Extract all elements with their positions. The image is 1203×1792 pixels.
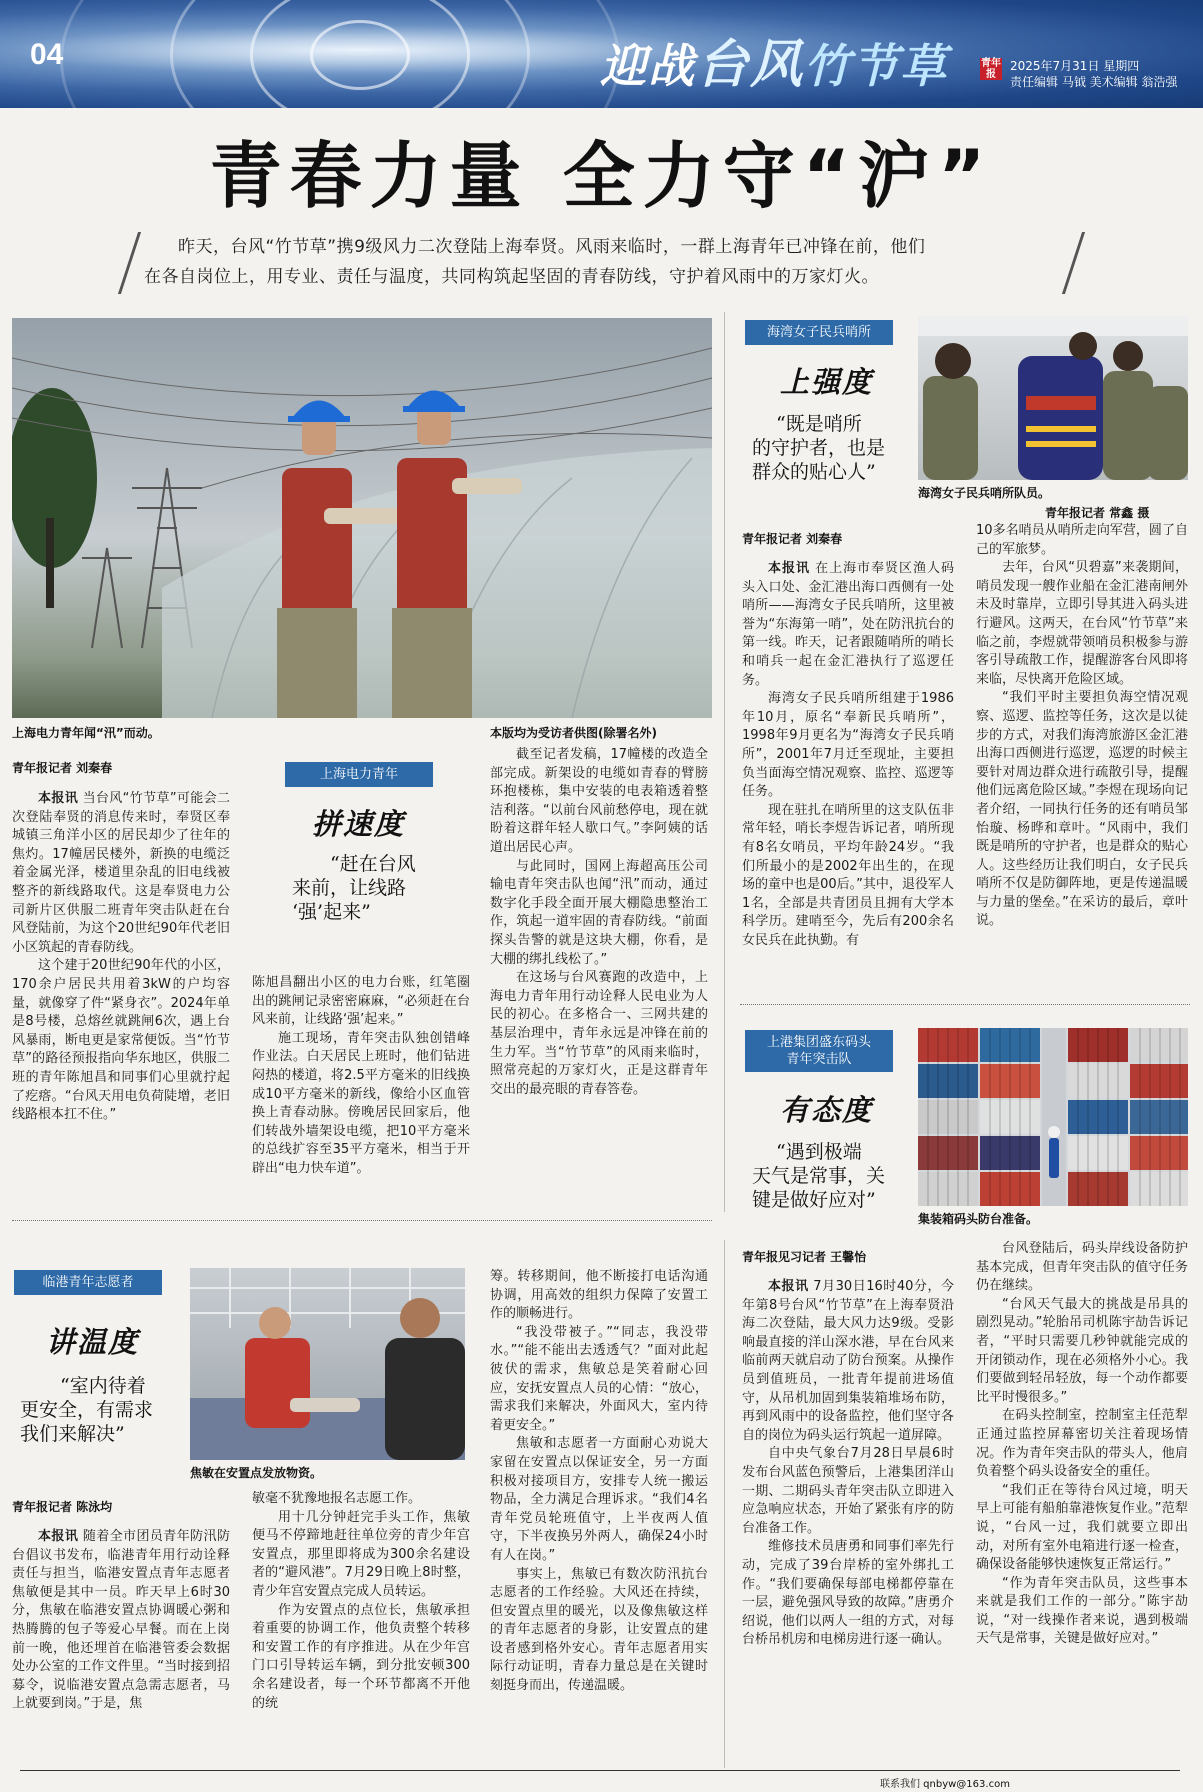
paragraph-text: “我没带被子。”“同志，我没带水。”“能不能出去透透气？”面对此起彼伏的需求，焦敏总是笑着耐心回应，安抚安置点人员的心情：“放心，需求我们来解决，外面风大，室内待着更安全。” [490,1324,708,1433]
sentry-col2-p3 [976,689,1188,931]
volunteer-photo [190,1268,465,1460]
lead-line-2: 在各自岗位上，用专业、责任与温度，共同构筑起坚固的青春防线，守护着风雨中的万家灯火。 [144,267,879,287]
volunteer-col2-p2 [252,1509,470,1602]
paragraph-text: “我们正在等待台风过境，明天早上可能有船舶靠港恢复作业。”范犁说，“台风一过，我们就要立即出动，对所有室外电箱进行逐一检查，确保设备能够快速恢复正常运行。” [976,1482,1188,1573]
port-col1-p1 [742,1278,954,1445]
quote-line: 天气是常事，关 [752,1165,886,1187]
port-byline: 青年报见习记者 王馨怡 [742,1250,867,1264]
quote-line: 群众的贴心人” [752,461,876,483]
port-col1-p3 [742,1538,954,1650]
quote-line: ‘强’起来” [292,901,371,923]
port-col2-p3 [976,1407,1188,1481]
paragraph-text: 海湾女子民兵哨所组建于1986年10月，原名“奉新民兵哨所”，1998年9月更名为“海湾女子民兵哨所”，2001年7月迁至现址，主要担负当面海空情况观察、监控、巡逻等任务。 [742,691,954,800]
paragraph-text: 7月30日16时40分，今年第8号台风“竹节草”在上海奉贤沿海二次登陆，最大风力达9级。受影响最直接的洋山深水港，早在台风来临前两天就启动了防台预案。从操作员到值班员，一批青年提前进场值守，从吊机加固到集装箱堆场布防，再到风雨中的设备监控，他们坚守各自的岗位为码头运行筑起一道屏障。 [742,1279,954,1443]
paragraph-text: 台风登陆后，码头岸线设备防护基本完成，但青年突击队的值守任务仍在继续。 [976,1241,1188,1294]
port-photo-caption: 集装箱码头防台准备。 [918,1212,1039,1226]
volunteer-col3-p4 [490,1566,708,1696]
paragraph-text: 敏毫不犹豫地报名志愿工作。 [252,1491,422,1506]
volunteer-col-2 [252,1490,470,1764]
paragraph-text: 与此同时，国网上海超高压公司输电青年突击队也闻“汛”而动，通过数字化手段全面开展大棚隐患整治工作，筑起一道牢固的青春防线。“前面探头告警的就是这块大棚，你看，是大棚的绑扎线松了。” [490,858,708,967]
volunteer-section-tag: 临港青年志愿者 [14,1270,162,1295]
power-col3-p2 [490,858,708,970]
paragraph-text: “台风天气最大的挑战是吊具的剧烈晃动。”轮胎吊司机陈宇劼告诉记者，“平时只需要几秒钟就能完成的开闭锁动作，现在必须格外小心。我们要做到轻吊轻放，每一个动作都要比平时慢很多。” [976,1296,1188,1405]
volunteer-col-3 [490,1268,708,1764]
volunteer-col2-p3 [252,1602,470,1714]
banner-title-post: 竹节草 [804,39,949,93]
paragraph-text: 现在驻扎在哨所里的这支队伍非常年轻，哨长李煜告诉记者，哨所现有8名女哨员，平均年龄24岁。“我们所最小的是2002年出生的，在现场的童中也是00后。”其中，退役军人1名，全部是共青团员且拥有大学本科学历。建哨至今，先后有200余名女民兵在此执勤。有 [742,802,954,948]
power-section-tag: 上海电力青年 [285,762,433,787]
sentry-pull-quote [752,412,902,484]
lead-left-bracket [118,232,141,294]
sentry-photo-illustration [918,316,1188,480]
newspaper-logo: 青年报 [981,58,1001,80]
port-tag-line-1: 上港集团盛东码头 [766,1035,871,1050]
power-col3-p3 [490,969,708,1099]
volunteer-col3-p2 [490,1324,708,1436]
sentry-col1-p2 [742,690,954,802]
quote-line: “室内待着 [60,1375,146,1397]
port-tag-line-2: 青年突击队 [786,1052,852,1067]
footer-rule [20,1770,1180,1771]
port-col-1 [742,1278,954,1762]
date-line: 2025年7月31日 星期四 [1010,59,1140,73]
quote-line: 键是做好应对” [752,1189,876,1211]
quote-line: 更安全，有需求 [20,1399,154,1421]
sentry-col1-p3 [742,802,954,951]
power-col-2 [252,974,470,1200]
paragraph-text: 焦敏和志愿者一方面耐心劝说大家留在安置点以保证安全，另一方面积极对接项目方，安排专人统一搬运物品，全力满足合理诉求。“我们4名青年党员轮班值守，上半夜两人值守，下半夜换另外两人，确保24小时有人在岗。” [490,1436,708,1563]
power-col1-p2 [12,957,230,1124]
container-stack-illustration [918,1028,1188,1206]
power-col2-p2 [252,1030,470,1179]
sentry-col2-p1 [976,522,1188,559]
sentry-byline: 青年报记者 刘秦春 [742,532,843,546]
paragraph-text: 去年，台风“贝碧嘉”来袭期间，哨员发现一艘作业船在金汇港南闸外未及时靠岸，立即引导其进入码头进行避风。这两天，在台风“竹节草”来临之前，李煜就带领哨员积极参与游客引导疏散工作，提醒游客台风即将来临，尽快离开危险区域。 [976,560,1188,687]
volunteer-pull-quote [20,1374,180,1446]
quote-line: 我们来解决” [20,1423,125,1445]
page-number: 04 [30,38,64,71]
dateline-label: 本报讯 [768,561,810,576]
port-pull-quote [752,1140,902,1212]
power-col-1 [12,790,230,1200]
paragraph-text: 10多名哨员从哨所走向军营，圆了自己的军旅梦。 [976,523,1188,557]
editors-line: 责任编辑 马钺 美术编辑 翁浩强 [1010,75,1178,89]
paragraph-text: 在这场与台风赛跑的改造中，上海电力青年用行动诠释人民电业为人民的初心。在多格合一、三网共建的基层治理中，青年永远是冲锋在前的生力军。当“竹节草”的风雨来临时，照常亮起的万家灯火，正是这群青年交出的最亮眼的青春答卷。 [490,970,708,1097]
power-section-title: 拼速度 [312,807,406,841]
port-col-2 [976,1240,1188,1762]
power-col3-p1 [490,746,708,858]
paragraph-text: 自中央气象台7月28日早晨6时发布台风蓝色预警后，上港集团洋山一期、二期码头青年突击队立即进入应急响应状态，开始了紧张有序的防台准备工作。 [742,1446,954,1536]
paragraph-text: 在码头控制室，控制室主任范犁正通过监控屏幕密切关注着现场情况。作为青年突击队的带头人，他肩负着整个码头设备安全的重任。 [976,1408,1188,1480]
power-col2-p1 [252,974,470,1030]
power-col1-p1 [12,790,230,957]
paragraph-text: “作为青年突击队员，这些事本来就是我们工作的一部分。”陈宇劼说，“对一线操作者来说，遇到极端天气是常事，关键是做好应对。” [976,1575,1188,1647]
port-col2-p4 [976,1482,1188,1575]
paragraph-text: 事实上，焦敏已有数次防汛抗台志愿者的工作经验。大风还在持续，但安置点里的暖光，以及像焦敏这样的青年志愿者的身影，让安置点的建设者感到格外安心。青年志愿者用实际行动证明，青春力量总是在关键时刻挺身而出，传递温暖。 [490,1566,708,1694]
dateline-label: 本报讯 [768,1279,809,1294]
port-col2-p2 [976,1296,1188,1408]
power-pull-quote [292,852,442,924]
volunteer-photo-illustration [190,1268,465,1460]
sentry-section-title: 上强度 [780,365,874,399]
lead-line-1: 昨天，台风“竹节草”携9级风力二次登陆上海奉贤。风雨来临时，一群上海青年已冲锋在前，他们 [178,237,926,257]
quote-line: “既是哨所 [776,413,862,435]
paragraph-text: 随着全市团员青年防汛防台倡议书发布，临港青年用行动诠释责任与担当，临港安置点青年志愿者焦敏便是其中一员。昨天早上6时30分，焦敏在临港安置点协调暖心粥和热腾腾的包子等爱心早餐。而在上岗前一晚，他还埋首在临港管委会数据处办公室的工作文件里。“当时接到招募令，说临港安置点急需志愿者，马上就要到岗。”于是，焦 [12,1529,230,1712]
page-headline: 青春力量 全力守“沪” [209,134,994,218]
photo-credit-note: 本版均为受访者供图(除署名外) [490,726,657,740]
paragraph-text: 维修技术员唐勇和同事们率先行动，完成了39台岸桥的室外绑扎工作。“我们要确保每部电梯都停靠在一层，避免强风导致的故障。”唐勇介绍说，他们以两人一组的方式，对每台桥吊机房和电梯房进行逐一确认。 [742,1539,954,1648]
power-photo-caption: 上海电力青年闻“汛”而动。 [12,726,160,740]
paragraph-text: 施工现场，青年突击队独创错峰作业法。白天居民上班时，他们钻进闷热的楼道，将2.5平方毫米的旧线换成10平方毫米的新线，像给小区血管换上青春动脉。傍晚居民回家后，他们转战外墙架设电缆，把10平方毫米的总线扩容至35平方毫米，相当于开辟出“电力快车道”。 [252,1030,470,1176]
section-divider [12,1220,712,1221]
volunteer-col2-p1 [252,1490,470,1509]
volunteer-col-1 [12,1528,230,1764]
column-divider [724,1240,725,1768]
port-col1-p2 [742,1445,954,1538]
sentry-photo-caption: 海湾女子民兵哨所队员。 [918,486,1051,500]
power-workers-photo [12,318,712,718]
footer-contact: 联系我们 qnbyw@163.com [880,1779,1010,1790]
banner-title [600,22,948,97]
banner-title-pre: 迎战 [600,39,696,93]
paragraph-text: 截至记者发稿，17幢楼的改造全部完成。新架设的电缆如青春的臂膀环抱楼栋，集中安装的电表箱透着整洁利落。“以前台风前愁停电，现在就盼着这群年轻人歇口气。”李阿姨的话道出居民心声。 [490,747,708,855]
paragraph-text: 当台风“竹节草”可能会二次登陆奉贤的消息传来时，奉贤区奉城镇三角洋小区的居民却少了往年的焦灼。17幢居民楼外，新换的电缆泛着金属光泽，楼道里杂乱的旧电线被整齐的新线路取代。这是奉贤电力公司新片区供服二班青年突击队赶在台风登陆前，为这个20世纪90年代老旧小区筑起的青春防线。 [12,791,230,955]
paragraph-text: 作为安置点的点位长，焦敏承担着重要的协调工作，他负责整个转移和安置工作的有序推进。从在少年宫门口引导转运车辆，到分批安顿300余名建设者，每一个环节都离不开他的统 [252,1602,470,1711]
paragraph-text: 在上海市奉贤区渔人码头入口处、金汇港出海口西侧有一处哨所——海湾女子民兵哨所，这里被誉为“东海第一哨”，处在防汛抗台的第一线。昨天，记者跟随哨所的哨长和哨兵一起在金汇港执行了巡逻任务。 [742,561,954,688]
sentry-col1-p1 [742,560,954,690]
port-col2-p1 [976,1240,1188,1296]
sentry-photo [918,316,1188,480]
sentry-photo-credit: 青年报记者 常鑫 摄 [1045,506,1150,520]
power-byline: 青年报记者 刘秦春 [12,761,113,775]
power-col-3 [490,746,708,1200]
banner-title-mid: 台风 [696,35,805,95]
paragraph-text: “我们平时主要担负海空情况观察、巡逻、监控等任务，这次是以徒步的方式，对我们海湾旅游区金汇港出海口西侧进行巡逻，巡逻的时候主要针对周边群众进行疏散引导，提醒他们远离危险区域。”李煜在现场向记者介绍，一同执行任务的还有哨员邹怡璇、杨晔和章叶。“风雨中，我们既是哨所的守护者，也是群众的贴心人。这些经历让我们明白，女子民兵哨所不仅是防御阵地，更是传递温暖与力量的堡垒。”在采访的最后，章叶说。 [976,690,1188,929]
volunteer-col3-p1 [490,1268,708,1324]
paragraph-text: 这个建于20世纪90年代的小区，170余户居民共用着3kW的户均容量，就像穿了件“紧身衣”。2024年单是8号楼，总熔丝就跳闸6次，遇上台风暴雨，断电更是家常便饭。当“竹节草”的路径预报指向华东地区，供服二班的青年陈旭昌和同事们心里就拧起了疙瘩。“台风天用电负荷陡增，老旧线路根本扛不住。” [12,958,230,1123]
quote-line: “遇到极端 [776,1141,862,1163]
paragraph-text: 筹。转移期间，他不断接打电话沟通协调，用高效的组织力保障了安置工作的顺畅进行。 [490,1269,708,1322]
section-divider [740,1004,1190,1005]
port-col2-p5 [976,1575,1188,1649]
sentry-col-2 [976,522,1188,990]
power-photo-illustration [12,318,712,718]
container-yard-photo [918,1028,1188,1206]
volunteer-section-title: 讲温度 [46,1325,140,1359]
lead-right-bracket [1062,232,1085,294]
quote-line: 来前，让线路 [292,877,407,899]
quote-line: 的守护者，也是 [752,437,886,459]
dateline-label: 本报讯 [38,1529,79,1544]
sentry-col-1 [742,560,954,990]
volunteer-photo-caption: 焦敏在安置点发放物资。 [190,1466,323,1480]
sentry-section-tag: 海湾女子民兵哨所 [745,320,893,345]
volunteer-col1-p1 [12,1528,230,1714]
volunteer-byline: 青年报记者 陈泳均 [12,1500,113,1514]
column-divider [724,312,725,1212]
paragraph-text: 用十几分钟赶完手头工作，焦敏便马不停蹄地赶往单位旁的青少年宫安置点，那里即将成为300余名建设者的“避风港”。7月29日晚上8时整，青少年宫安置点完成人员转运。 [252,1509,470,1599]
dateline-label: 本报讯 [38,791,79,806]
paragraph-text: 陈旭昌翻出小区的电力台账，红笔圈出的跳闸记录密密麻麻，“必须赶在台风来前，让线路‘强’起来。” [252,975,470,1028]
port-section-title: 有态度 [780,1093,874,1127]
sentry-col2-p2 [976,559,1188,689]
quote-line: “赶在台风 [330,853,416,875]
volunteer-col3-p3 [490,1435,708,1565]
port-section-tag [745,1030,893,1072]
